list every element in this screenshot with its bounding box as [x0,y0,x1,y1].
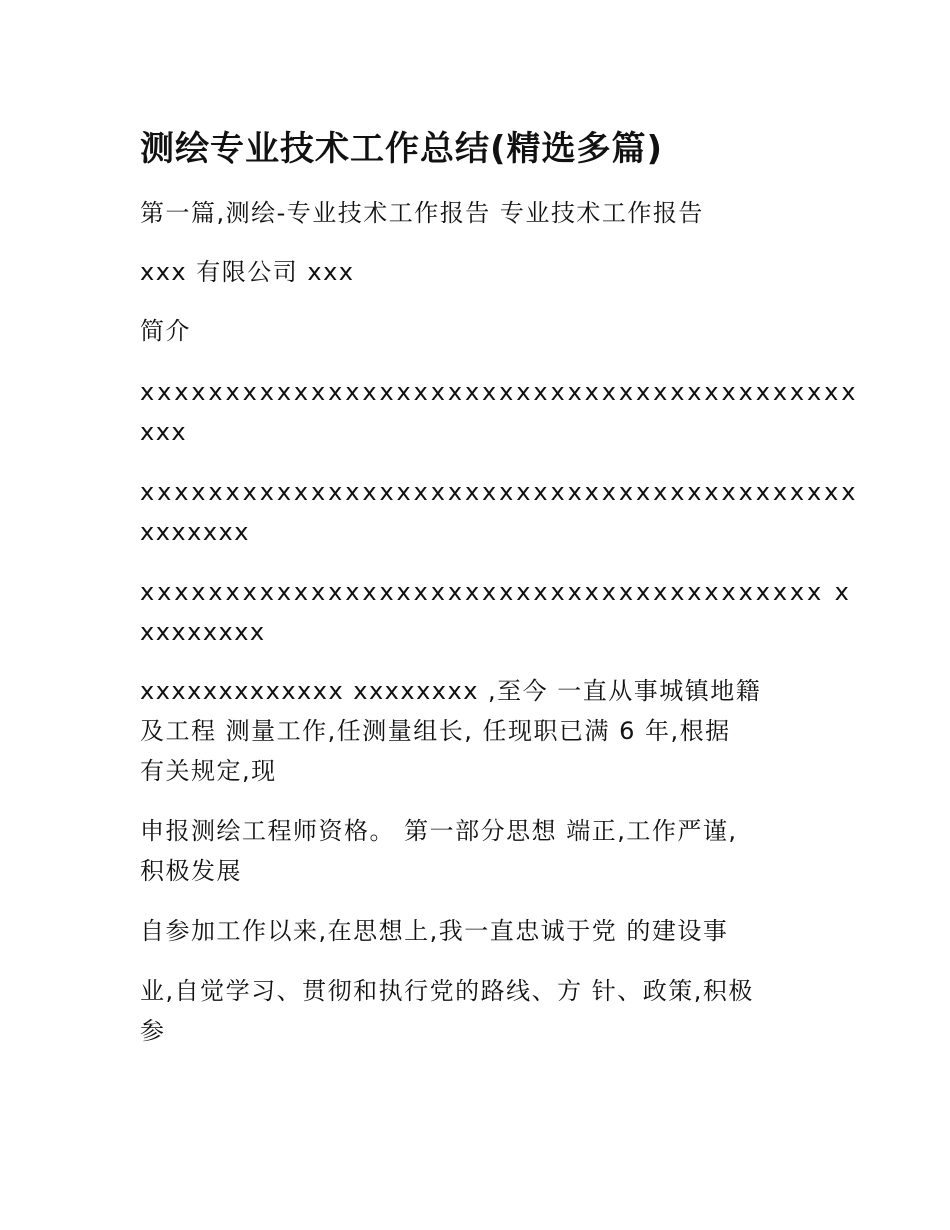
body-line: 有关规定,现 [140,757,277,785]
body-line: 自参加工作以来,在思想上,我一直忠诚于党 的建设事 [140,917,729,945]
body-line: xxxxxxxxxxxxxxxxxxxxxxxxxxxxxxxxxxxxxxxxxx [140,478,859,506]
body-line: xxxxxxxxxxxxxxxxxxxxxxxxxxxxxxxxxxxxxxxxxx [140,378,859,406]
company-line: xxx 有限公司 xxx [140,258,355,286]
body-line: 申报测绘工程师资格。 第一部分思想 端正,工作严谨, [140,817,738,845]
body-line: xxx [140,418,188,446]
body-line: xxxxxxx [140,518,250,546]
body-line: xxxxxxxxxxxxxxxxxxxxxxxxxxxxxxxxxxxxxxxx x [140,578,852,606]
body-line: 及工程 测量工作,任测量组长, 任现职已满 6 年,根据 [140,717,731,745]
intro-heading: 简介 [140,317,191,345]
body-line: 业,自觉学习、贯彻和执行党的路线、方 针、政策,积极 [140,977,754,1005]
section-heading: 第一篇,测绘-专业技术工作报告 专业技术工作报告 [140,199,704,227]
body-line: 积极发展 [140,857,242,885]
body-line: 参 [140,1017,166,1045]
document-title: 测绘专业技术工作总结(精选多篇) [140,129,664,169]
body-line: xxxxxxxxxxxxx xxxxxxxx ,至今 一直从事城镇地籍 [140,677,762,705]
body-line: xxxxxxxx [140,618,266,646]
